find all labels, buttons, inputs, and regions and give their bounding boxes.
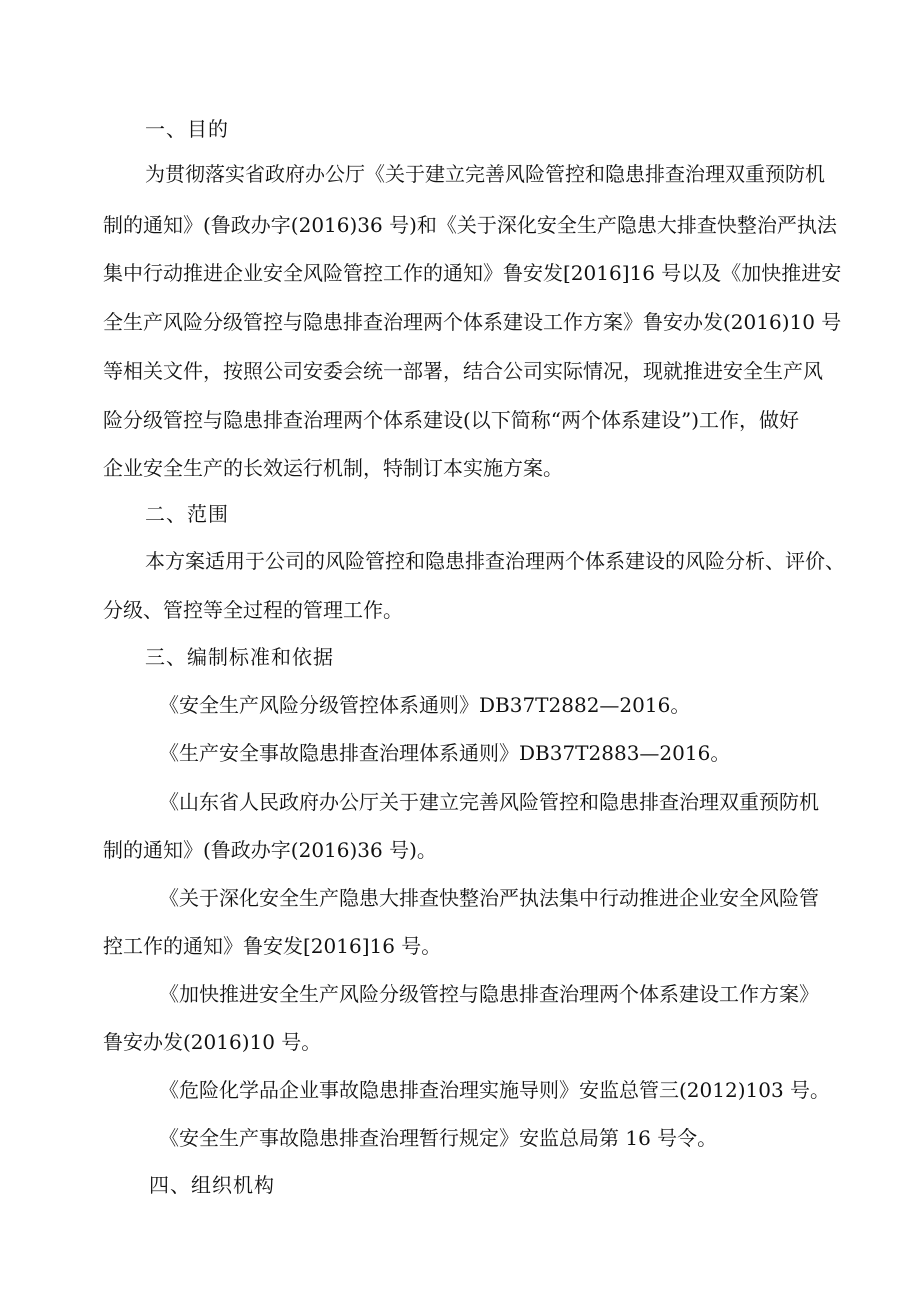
reference-item: 《安全生产事故隐患排查治理暂行规定》安监总局第 16 号令。	[159, 1126, 718, 1150]
reference-item: 《安全生产风险分级管控体系通则》DB37T2882—2016。	[159, 693, 691, 717]
paragraph-line: 等相关文件，按照公司安委会统一部署，结合公司实际情况，现就推进安全生产风	[103, 359, 823, 383]
reference-item: 《生产安全事故隐患排查治理体系通则》DB37T2883—2016。	[159, 741, 731, 765]
reference-item-continued: 鲁安办发(2016)10 号。	[103, 1030, 322, 1054]
paragraph-line: 制的通知》(鲁政办字(2016)36 号)和《关于深化安全生产隐患大排查快整治严执法	[103, 213, 837, 237]
reference-item: 《危险化学品企业事故隐患排查治理实施导则》安监总管三(2012)103 号。	[159, 1078, 831, 1102]
reference-item: 《关于深化安全生产隐患大排查快整治严执法集中行动推进企业安全风险管	[159, 886, 819, 910]
reference-item-continued: 控工作的通知》鲁安发[2016]16 号。	[103, 934, 442, 958]
reference-item: 《加快推进安全生产风险分级管控与隐患排查治理两个体系建设工作方案》	[159, 982, 819, 1006]
section-heading-standards: 三、编制标准和依据	[145, 645, 334, 669]
section-heading-scope: 二、范围	[145, 502, 229, 526]
paragraph-line: 企业安全生产的长效运行机制，特制订本实施方案。	[103, 456, 563, 480]
reference-item-continued: 制的通知》(鲁政办字(2016)36 号)。	[103, 838, 437, 862]
paragraph-line: 集中行动推进企业安全风险管控工作的通知》鲁安发[2016]16 号以及《加快推进安	[103, 261, 842, 285]
paragraph-line: 险分级管控与隐患排查治理两个体系建设(以下简称“两个体系建设”)工作，做好	[103, 408, 800, 432]
section-heading-organization: 四、组织机构	[149, 1173, 275, 1197]
paragraph-line: 本方案适用于公司的风险管控和隐患排查治理两个体系建设的风险分析、评价、	[145, 549, 845, 573]
paragraph-line: 分级、管控等全过程的管理工作。	[103, 598, 403, 622]
reference-item: 《山东省人民政府办公厅关于建立完善风险管控和隐患排查治理双重预防机	[159, 790, 819, 814]
paragraph-line: 为贯彻落实省政府办公厅《关于建立完善风险管控和隐患排查治理双重预防机	[145, 162, 825, 186]
section-heading-purpose: 一、目的	[145, 117, 229, 141]
paragraph-line: 全生产风险分级管控与隐患排查治理两个体系建设工作方案》鲁安办发(2016)10 号	[103, 310, 842, 334]
